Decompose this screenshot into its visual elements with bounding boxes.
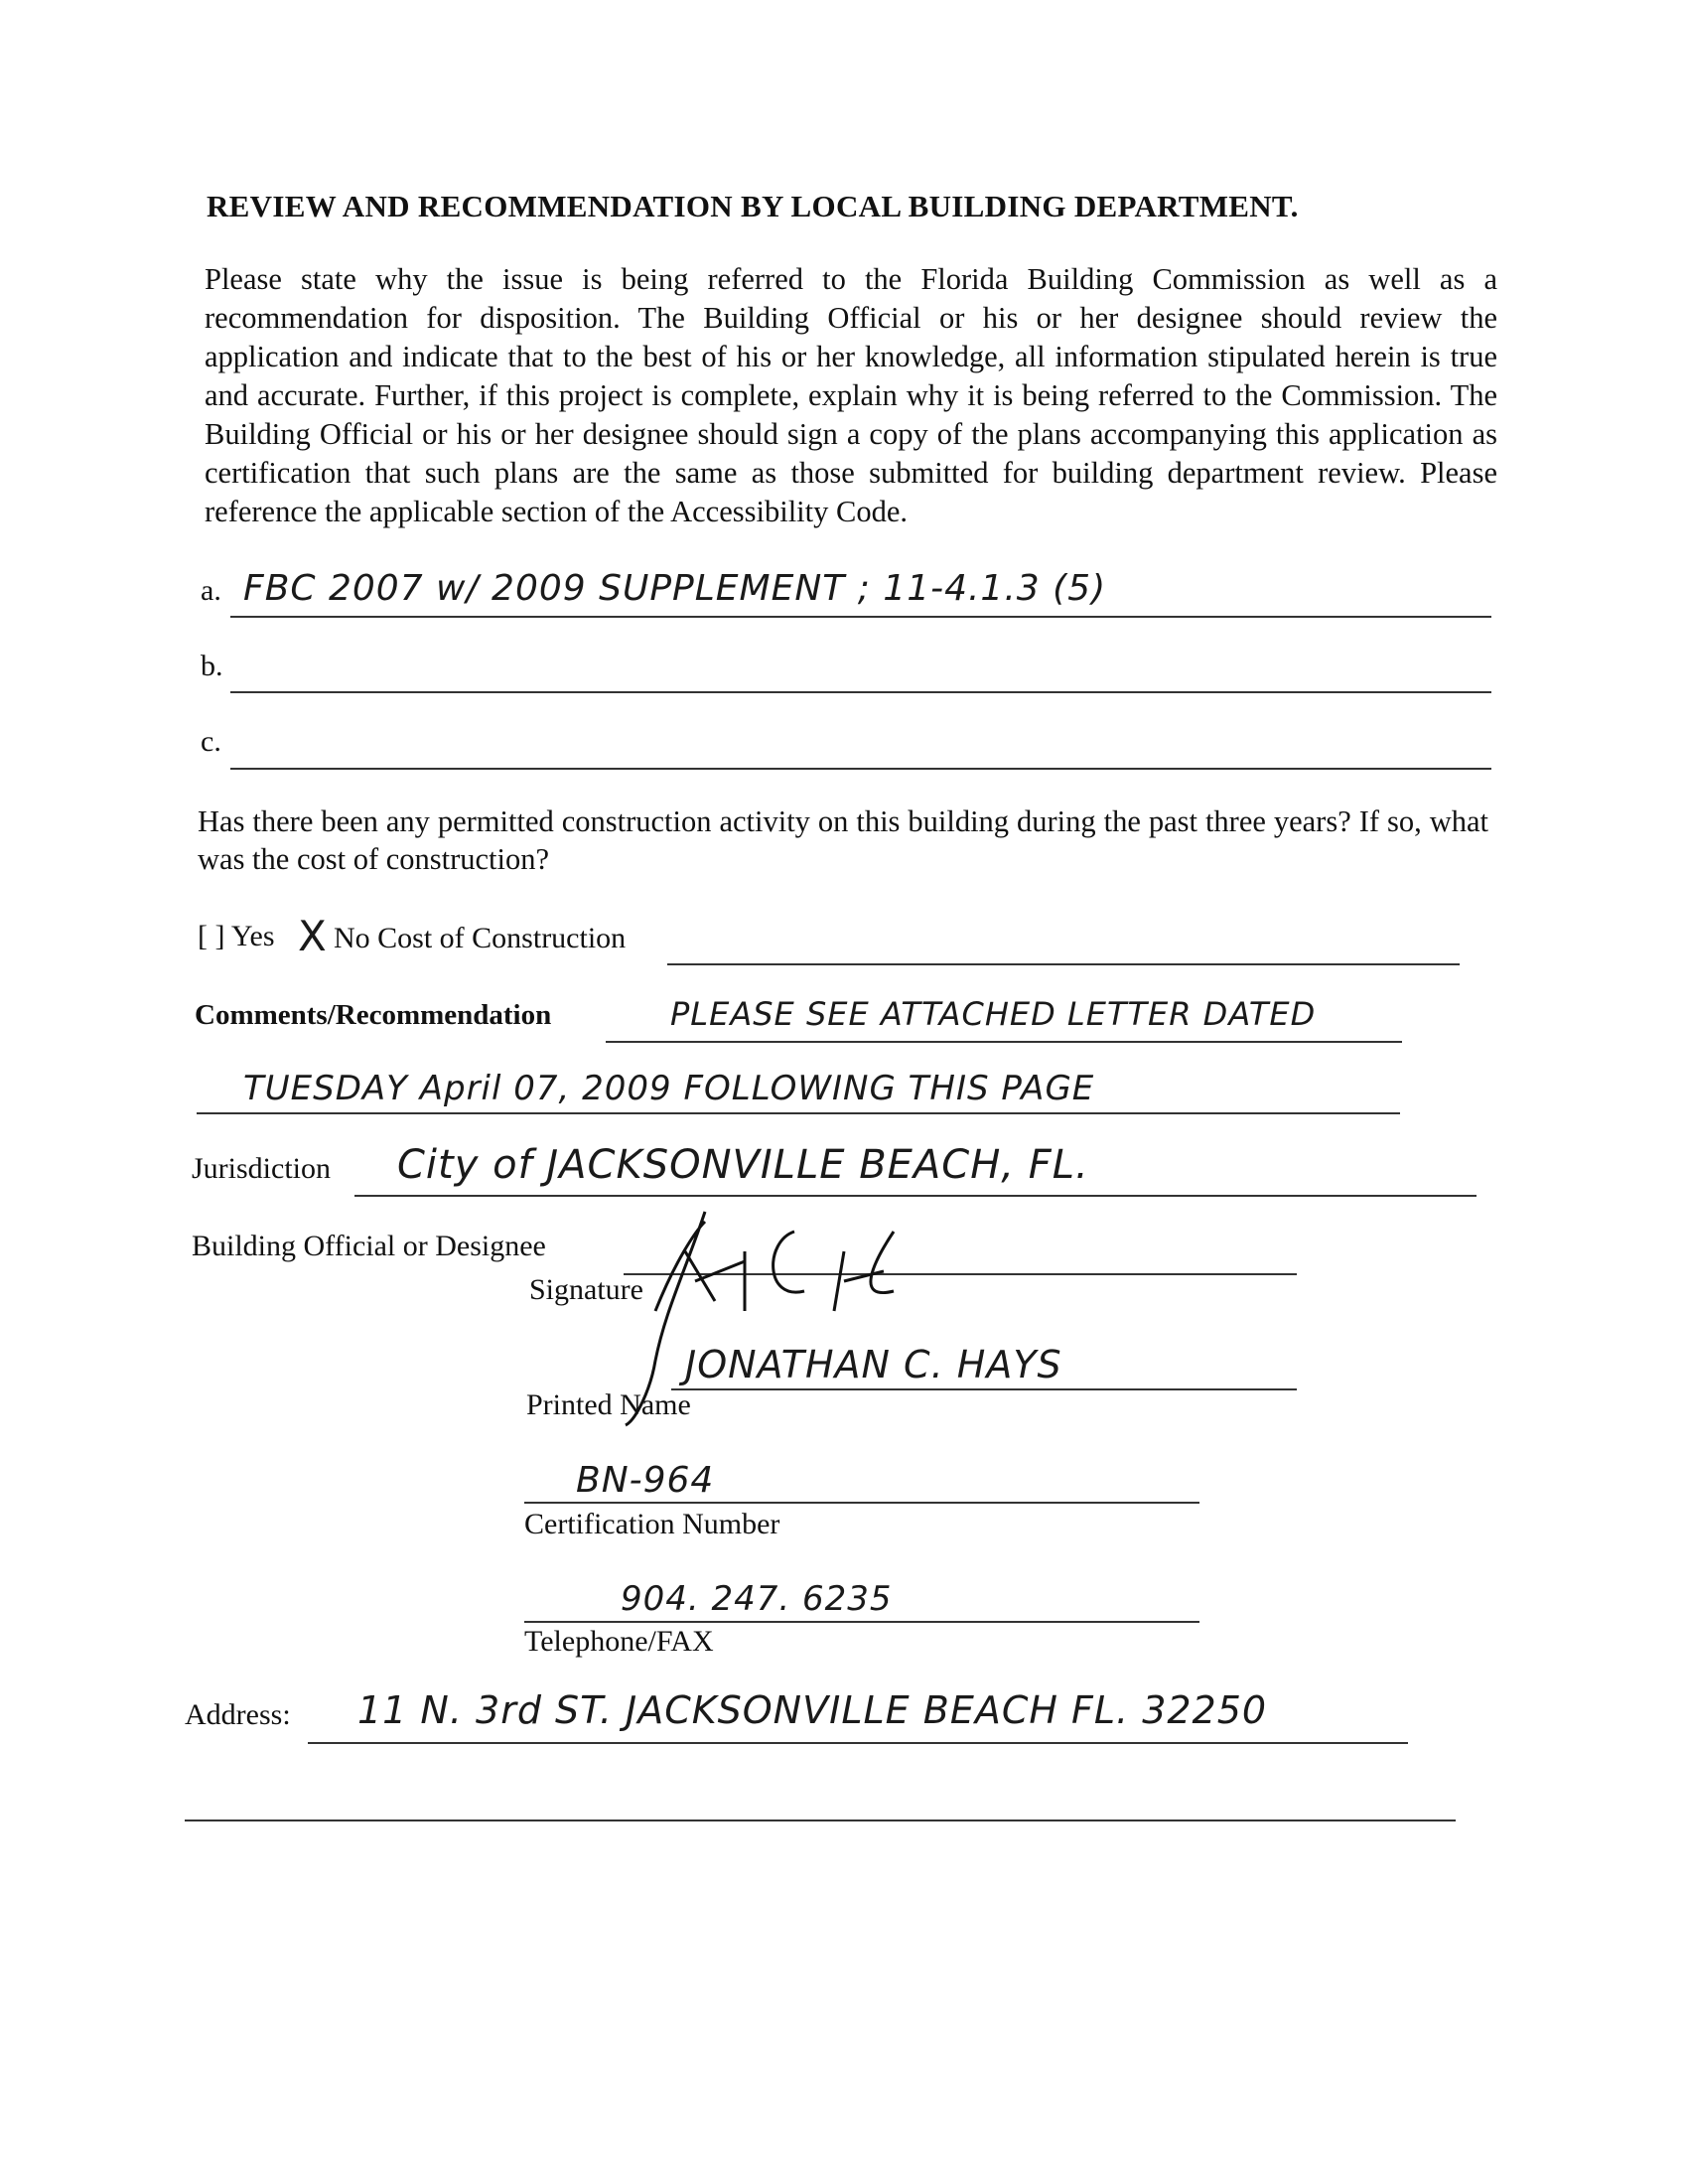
- ref-a-line: [230, 616, 1491, 618]
- printed-name-line: [671, 1388, 1297, 1390]
- cost-field[interactable]: [667, 963, 1460, 965]
- comments-label: Comments/Recommendation: [195, 999, 552, 1031]
- phone-value[interactable]: 904. 247. 6235: [621, 1579, 893, 1619]
- phone-label: Telephone/FAX: [524, 1625, 714, 1658]
- comments-line-2: [197, 1112, 1400, 1114]
- ref-b-field[interactable]: [230, 691, 1491, 693]
- no-cost-label: No Cost of Construction: [334, 922, 627, 954]
- construction-question: Has there been any permitted construction activity on this building during the past three years? If so, what was the cost of construction?: [198, 804, 1488, 876]
- cert-value[interactable]: BN-964: [576, 1460, 715, 1501]
- printed-name-value[interactable]: JONATHAN C. HAYS: [685, 1343, 1062, 1386]
- signature-label: Signature: [529, 1273, 643, 1306]
- cert-line: [524, 1502, 1199, 1504]
- ref-a-label: a.: [201, 574, 221, 607]
- address-line: [308, 1742, 1408, 1744]
- ref-c-field[interactable]: [230, 768, 1491, 770]
- no-checkbox-mark[interactable]: X: [298, 912, 328, 960]
- ref-a-value[interactable]: FBC 2007 w/ 2009 SUPPLEMENT ; 11-4.1.3 (5): [243, 568, 1107, 609]
- comments-line-1: [606, 1041, 1402, 1043]
- address-value[interactable]: 11 N. 3rd ST. JACKSONVILLE BEACH FL. 32250: [357, 1688, 1268, 1732]
- jurisdiction-value[interactable]: City of JACKSONVILLE BEACH, FL.: [397, 1142, 1089, 1188]
- ref-b-label: b.: [201, 650, 223, 682]
- official-label: Building Official or Designee: [192, 1230, 546, 1262]
- comments-value-2[interactable]: TUESDAY April 07, 2009 FOLLOWING THIS PAGE: [243, 1069, 1095, 1108]
- cert-label: Certification Number: [524, 1508, 780, 1540]
- jurisdiction-label: Jurisdiction: [192, 1152, 331, 1185]
- form-title: REVIEW AND RECOMMENDATION BY LOCAL BUILDING DEPARTMENT.: [207, 189, 1299, 223]
- address-label: Address:: [185, 1698, 291, 1731]
- yes-checkbox[interactable]: [ ] Yes: [198, 920, 275, 952]
- instructions-text: Please state why the issue is being referred to the Florida Building Commission as well as a recommendation for disposition. The Building Official or his or her designee should review the application and indicate that to the best of his or her knowledge, all information stipulated herein is true and accurate. Further, if this project is complete, explain why it is being referred to the Commission. The Building Official or his or her designee should sign a copy of the plans accompanying this application as certification that such plans are the same as those submitted for building department review. Please reference the applicable section of the Accessibility Code.: [205, 262, 1497, 528]
- comments-value-1[interactable]: PLEASE SEE ATTACHED LETTER DATED: [670, 995, 1317, 1033]
- ref-c-label: c.: [201, 725, 221, 758]
- phone-line: [524, 1621, 1199, 1623]
- address-line-2[interactable]: [185, 1820, 1456, 1821]
- printed-name-label: Printed Name: [526, 1388, 691, 1421]
